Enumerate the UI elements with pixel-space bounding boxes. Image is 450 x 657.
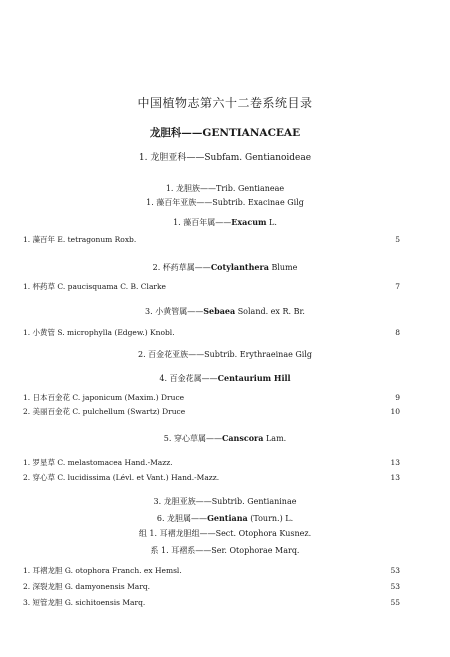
tribe-heading: 1. 龙胆族——Trib. Gentianeae (165, 184, 285, 193)
subtribe-heading: 3. 龙胆亚族——Subtrib. Gentianinae (153, 497, 297, 506)
page-number: 13 (390, 473, 400, 482)
species-name: 1. 小黄管 S. microphylla (Edgew.) Knobl. (23, 328, 175, 337)
genus-name: Centaurium Hill (217, 373, 291, 383)
page-number: 10 (390, 407, 400, 416)
subfamily-heading: 1. 龙胆亚科——Subfam. Gentianoideae (138, 153, 312, 163)
genus-heading (0, 306, 450, 317)
page-number: 8 (395, 328, 400, 337)
genus-heading (0, 262, 450, 273)
page-number: 53 (390, 582, 400, 591)
page-number: 13 (390, 458, 400, 467)
genus-heading (0, 217, 450, 228)
page-number: 55 (390, 598, 400, 607)
species-name: 1. 日本百金花 C. japonicum (Maxim.) Druce (23, 393, 185, 402)
section-heading: 组 1. 耳褶龙胆组——Sect. Otophora Kusnez. (138, 529, 312, 538)
page-title: 中国植物志第六十二卷系统目录 (137, 96, 313, 110)
page-number: 5 (395, 235, 400, 244)
family-heading (0, 127, 450, 140)
subtribe-heading: 1. 藻百年亚族——Subtrib. Exacinae Gilg (146, 198, 304, 207)
page-number: 7 (395, 282, 400, 291)
genus-name: Cotylanthera (210, 262, 269, 272)
genus-prefix: 1. 藻百年属—— (173, 218, 232, 227)
series-heading: 系 1. 耳褶系——Ser. Otophorae Marq. (150, 546, 300, 555)
species-name: 1. 杯药草 C. paucisquama C. B. Clarke (23, 282, 166, 291)
genus-prefix: 4. 百金花属—— (159, 374, 218, 383)
species-name: 2. 深裂龙胆 G. damyonensis Marq. (23, 582, 151, 591)
family-name-zh: 龙胆科 (149, 127, 182, 139)
species-name: 2. 穿心草 C. lucidissima (Lévl. et Vant.) Hand.-Mazz. (23, 473, 220, 482)
genus-prefix: 6. 龙胆属—— (156, 514, 208, 523)
genus-name: Sebaea (203, 306, 236, 316)
species-name: 1. 耳褶龙胆 G. otophora Franch. ex Hemsl. (23, 566, 182, 575)
genus-author: (Tourn.) L. (247, 514, 294, 523)
genus-heading (0, 433, 450, 444)
species-name: 3. 短管龙胆 G. sichitoensis Marq. (23, 598, 146, 607)
genus-author: Blume (268, 263, 298, 272)
genus-prefix: 2. 杯药草属—— (152, 263, 211, 272)
species-name: 1. 藻百年 E. tetragonum Roxb. (23, 235, 137, 244)
family-dash: —— (181, 127, 203, 139)
subtribe-heading: 2. 百金花亚族——Subtrib. Erythraeinae Gilg (138, 350, 312, 359)
genus-prefix: 3. 小黄管属—— (145, 307, 204, 316)
species-name: 2. 美丽百金花 C. pulchellum (Swartz) Druce (23, 407, 186, 416)
genus-author: Soland. ex R. Br. (235, 307, 305, 316)
genus-author: Lam. (263, 434, 287, 443)
page-number: 53 (390, 566, 400, 575)
genus-author: L. (266, 218, 277, 227)
genus-heading (0, 513, 450, 524)
genus-prefix: 5. 穿心草属—— (163, 434, 222, 443)
page-number: 9 (395, 393, 400, 402)
genus-name: Gentiana (207, 513, 248, 523)
family-name-latin: GENTIANACEAE (202, 127, 301, 139)
genus-name: Exacum (231, 217, 267, 227)
genus-name: Canscora (221, 433, 264, 443)
genus-heading (0, 373, 450, 384)
species-name: 1. 罗星草 C. melastomacea Hand.-Mazz. (23, 458, 173, 467)
